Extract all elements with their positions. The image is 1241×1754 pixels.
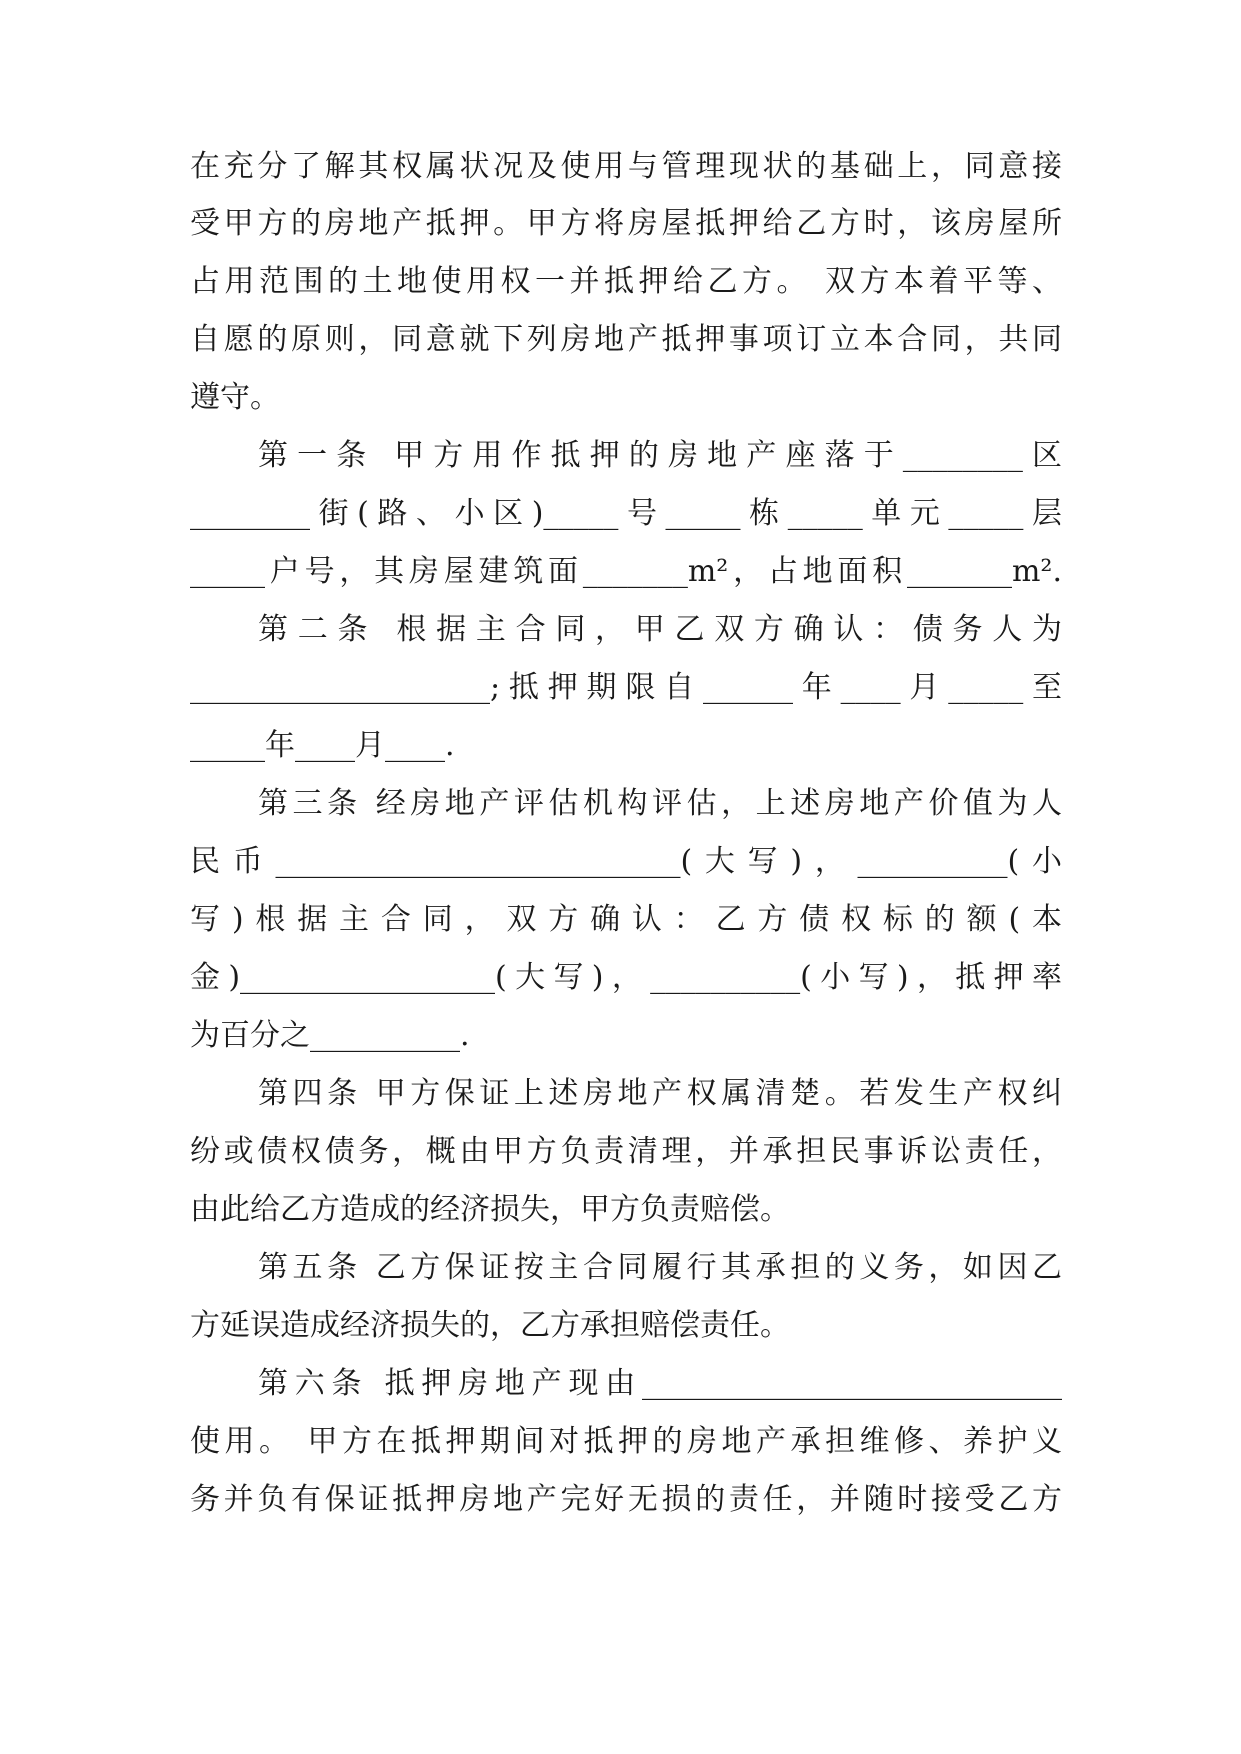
text-line: _____年____月____.	[190, 728, 455, 763]
text-line: 受甲方的房地产抵押。甲方将房屋抵押给乙方时，该房屋所	[190, 206, 1062, 241]
text-line: 方延误造成经济损失的，乙方承担赔偿责任。	[190, 1308, 790, 1343]
text-line: 写)根据主合同，双方确认：乙方债权标的额(本	[190, 902, 1062, 937]
text-line: 占用范围的土地使用权一并抵押给乙方。 双方本着平等、	[190, 264, 1062, 299]
article-3-heading-line: 第三条 经房地产评估机构评估，上述房地产价值为人	[258, 786, 1062, 821]
text-line: 使用。 甲方在抵押期间对抵押的房地产承担维修、养护义	[190, 1424, 1062, 1459]
text-line: 务并负有保证抵押房地产完好无损的责任，并随时接受乙方	[190, 1482, 1062, 1517]
text-line: 为百分之__________.	[190, 1018, 470, 1053]
text-line: 金)_________________(大写)，__________(小写)，抵押率	[190, 960, 1062, 995]
article-5-heading-line: 第五条 乙方保证按主合同履行其承担的义务，如因乙	[258, 1250, 1062, 1285]
text-line: 由此给乙方造成的经济损失，甲方负责赔偿。	[190, 1192, 790, 1227]
text-line: 纷或债权债务，概由甲方负责清理，并承担民事诉讼责任，	[190, 1134, 1062, 1169]
article-1-heading-line: 第一条 甲方用作抵押的房地产座落于________区	[258, 438, 1062, 473]
article-4-heading-line: 第四条 甲方保证上述房地产权属清楚。若发生产权纠	[258, 1076, 1062, 1111]
text-line: ________街(路、小区)_____号_____栋_____单元_____层	[190, 496, 1062, 531]
text-line: 遵守。	[190, 380, 280, 415]
text-line: 自愿的原则，同意就下列房地产抵押事项订立本合同，共同	[190, 322, 1062, 357]
text-line: _____户号，其房屋建筑面_______m²，占地面积_______m².	[190, 554, 1062, 589]
article-2-heading-line: 第二条 根据主合同，甲乙双方确认：债务人为	[258, 612, 1062, 647]
article-6-heading-line: 第六条 抵押房地产现由____________________________	[258, 1366, 1062, 1401]
text-line: ____________________;抵押期限自______年____月_____至	[190, 670, 1062, 705]
text-line: 在充分了解其权属状况及使用与管理现状的基础上，同意接	[190, 149, 1062, 184]
text-line: 民币___________________________(大写)，__________(小	[190, 844, 1062, 879]
